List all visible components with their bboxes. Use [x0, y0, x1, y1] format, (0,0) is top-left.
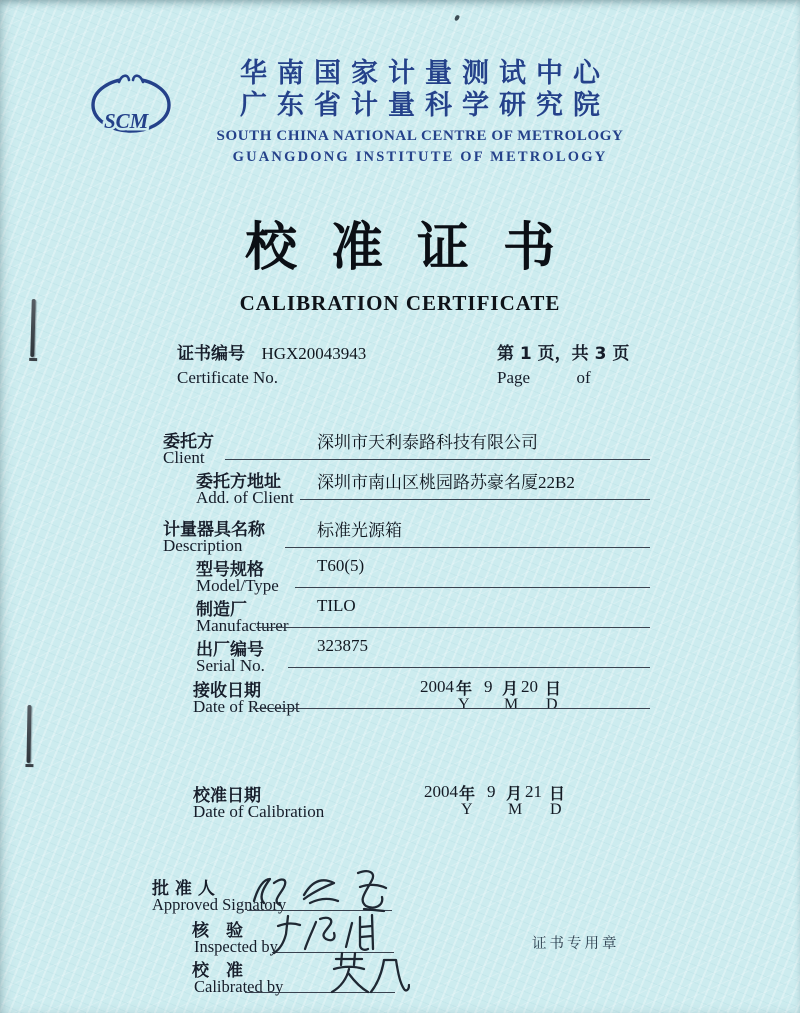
model-type-label-cn: 型号规格	[196, 560, 264, 580]
calibration-date-label-cn: 校准日期	[193, 786, 261, 806]
client-address-label-en: Add. of Client	[196, 488, 294, 507]
description-value: 标准光源箱	[317, 521, 402, 540]
receipt-date-label-en: Date of Receipt	[193, 697, 300, 716]
field-row-client	[0, 427, 800, 467]
title-cn: 校准证书	[244, 217, 589, 278]
org-name-en-2: GUANGDONG INSTITUTE OF METROLOGY	[232, 149, 608, 165]
org-header	[150, 58, 690, 166]
calibrated-label-en: Calibrated by	[194, 977, 284, 996]
field-row-serial-no	[0, 635, 800, 675]
certificate-no-label-en: Certificate No.	[177, 368, 279, 387]
client-value: 深圳市天利泰路科技有限公司	[317, 433, 538, 452]
model-type-value: T60(5)	[317, 556, 365, 575]
certificate-no-label-cn: 证书编号	[177, 344, 245, 364]
page-info-cn: 第 1 页，共 3 页	[497, 344, 630, 364]
day-unit-cn: 日	[549, 784, 566, 803]
calibrated-signature-handwriting	[326, 950, 410, 998]
serial-no-label-cn: 出厂编号	[196, 640, 264, 660]
certificate-no-value: HGX20043943	[261, 344, 367, 363]
signature-row-calibrated	[0, 956, 800, 1006]
model-type-label-en: Model/Type	[196, 576, 279, 595]
serial-no-value: 323875	[317, 636, 368, 655]
year-unit-en: Y	[461, 801, 473, 818]
receipt-year: 2004	[420, 677, 454, 696]
seal-label: 证书专用章	[532, 936, 620, 952]
client-address-value: 深圳市南山区桃园路苏豪名厦22B2	[317, 473, 575, 492]
org-name-cn-1: 华南国家计量测试中心	[240, 58, 610, 89]
manufacturer-value: TILO	[317, 596, 356, 615]
month-unit-en: M	[504, 696, 519, 713]
client-underline	[225, 459, 650, 460]
receipt-date-underline	[253, 708, 650, 709]
document-title	[0, 205, 800, 316]
year-unit-cn: 年	[456, 679, 473, 698]
field-row-receipt-date	[0, 676, 800, 716]
serial-no-underline	[288, 667, 650, 668]
manufacturer-label-cn: 制造厂	[196, 600, 247, 620]
calibration-day: 21	[525, 782, 542, 801]
calibration-year: 2004	[424, 782, 458, 801]
receipt-day: 20	[521, 677, 538, 696]
manufacturer-label-en: Manufacturer	[196, 616, 289, 635]
manufacturer-underline	[256, 627, 650, 628]
month-unit-en: M	[508, 801, 523, 818]
field-row-calibration-date	[0, 781, 800, 821]
page-of-label-en: of	[576, 368, 591, 387]
receipt-month: 9	[484, 677, 493, 696]
month-unit-cn: 月	[502, 679, 519, 698]
client-label-cn: 委托方	[163, 432, 214, 452]
day-unit-en: D	[546, 696, 558, 713]
field-row-description	[0, 515, 800, 555]
receipt-date-label-cn: 接收日期	[193, 681, 261, 701]
client-address-underline	[300, 499, 650, 500]
day-unit-cn: 日	[545, 679, 562, 698]
title-en: CALIBRATION CERTIFICATE	[239, 291, 561, 315]
model-type-underline	[295, 587, 650, 588]
client-label-en: Client	[163, 448, 205, 467]
ink-speck	[454, 14, 460, 21]
calibration-month: 9	[487, 782, 496, 801]
serial-no-label-en: Serial No.	[196, 656, 265, 675]
client-address-label-cn: 委托方地址	[196, 472, 281, 492]
logo-text: SCM	[104, 109, 149, 133]
field-row-model-type	[0, 555, 800, 595]
description-underline	[285, 547, 650, 548]
year-unit-en: Y	[458, 696, 470, 713]
approved-label-en: Approved Signatory	[152, 895, 287, 914]
approved-label-cn: 批 准 人	[152, 879, 215, 899]
calibration-date-label-en: Date of Calibration	[193, 802, 325, 821]
org-name-cn-2: 广东省计量科学研究院	[240, 90, 610, 121]
page-info-block	[497, 339, 629, 388]
year-unit-cn: 年	[459, 784, 476, 803]
field-row-client-address	[0, 467, 800, 507]
inspected-label-en: Inspected by	[194, 937, 278, 956]
page-label-en: Page	[497, 368, 531, 387]
calibrated-label-cn: 校 准	[192, 961, 243, 981]
certificate-number-block	[177, 339, 366, 388]
day-unit-en: D	[550, 801, 562, 818]
description-label-en: Description	[163, 536, 243, 555]
field-row-manufacturer	[0, 595, 800, 635]
inspected-label-cn: 核 验	[192, 921, 243, 941]
description-label-cn: 计量器具名称	[163, 520, 265, 540]
month-unit-cn: 月	[506, 784, 523, 803]
org-name-en-1: SOUTH CHINA NATIONAL CENTRE OF METROLOGY	[216, 128, 624, 144]
